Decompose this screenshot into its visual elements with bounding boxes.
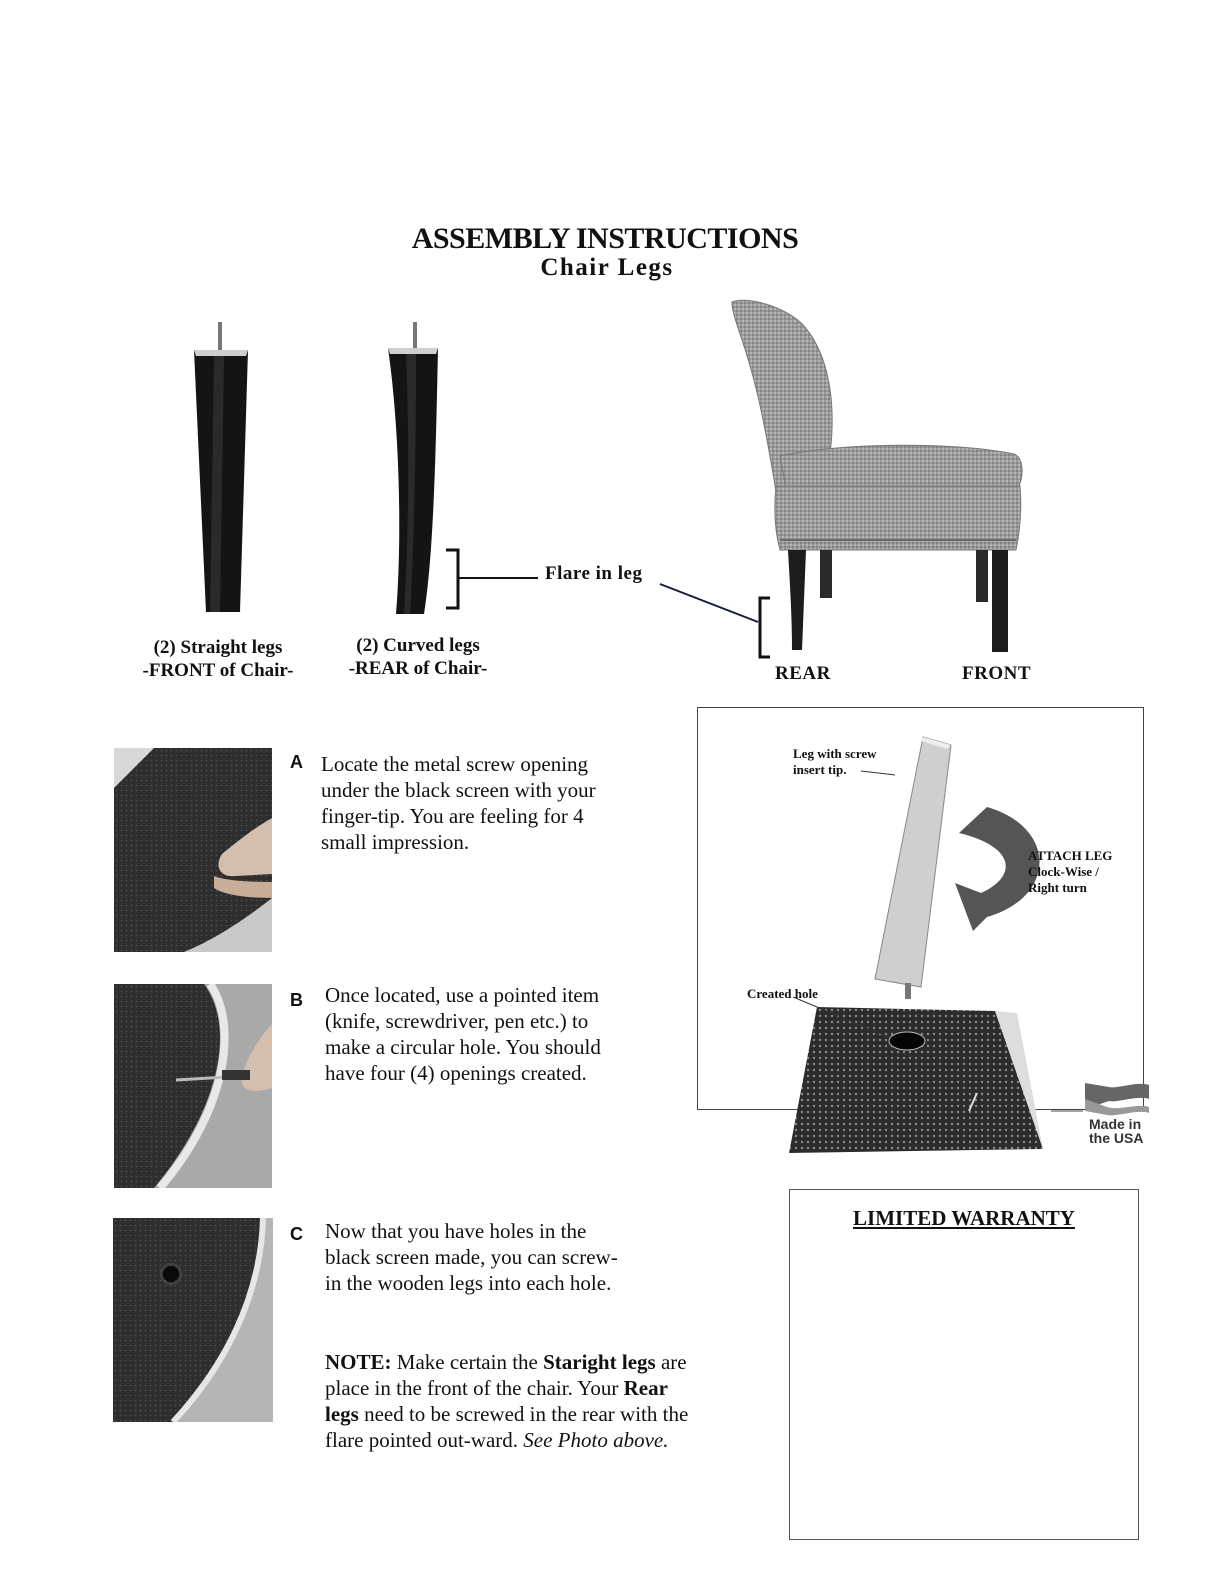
leg-attach-illustration (697, 707, 1157, 1167)
step-a-photo (114, 748, 272, 952)
warranty-title: LIMITED WARRANTY (853, 1206, 1075, 1230)
step-b-text: Once located, use a pointed item (knife, screwdriver, pen etc.) to make a circular hole. You should have four (4) openings created. (325, 983, 601, 1085)
step-c-photo (113, 1218, 273, 1422)
rear-label: REAR (775, 663, 831, 684)
page-subtitle: Chair Legs (540, 254, 674, 281)
step-c-text: Now that you have holes in the black screen made, you can screw-in the wooden legs into each hole. (325, 1219, 618, 1295)
step-b-photo (114, 984, 272, 1188)
straight-legs-caption: (2) Straight legs -FRONT of Chair- (142, 637, 294, 681)
warranty-box (789, 1189, 1139, 1540)
chair-image (726, 296, 1030, 658)
note-text: NOTE: Make certain the Staright legs are place in the front of the chair. Your Rear legs need to be screwed in the rear with the flare pointed out-ward. See Photo above. (325, 1350, 689, 1452)
leg-with-screw-label: Leg with screw insert tip. (793, 746, 877, 777)
step-a-text: Locate the metal screw opening under the black screen with your finger-tip. You are feeling for 4 small impression. (321, 752, 596, 854)
made-in-usa-logo: Made in the USA (1089, 1116, 1144, 1146)
created-hole-label: Created hole (747, 986, 818, 1001)
curved-legs-caption: (2) Curved legs -REAR of Chair- (348, 635, 488, 679)
step-c-letter: C (290, 1224, 303, 1244)
step-b-letter: B (290, 990, 303, 1010)
attach-leg-label: ATTACH LEG Clock-Wise / Right turn (1028, 848, 1113, 895)
straight-leg-image (180, 322, 260, 618)
page-title: ASSEMBLY INSTRUCTIONS (411, 222, 799, 255)
step-a-letter: A (290, 752, 303, 772)
front-label: FRONT (962, 663, 1031, 684)
flare-label: Flare in leg (545, 563, 643, 584)
